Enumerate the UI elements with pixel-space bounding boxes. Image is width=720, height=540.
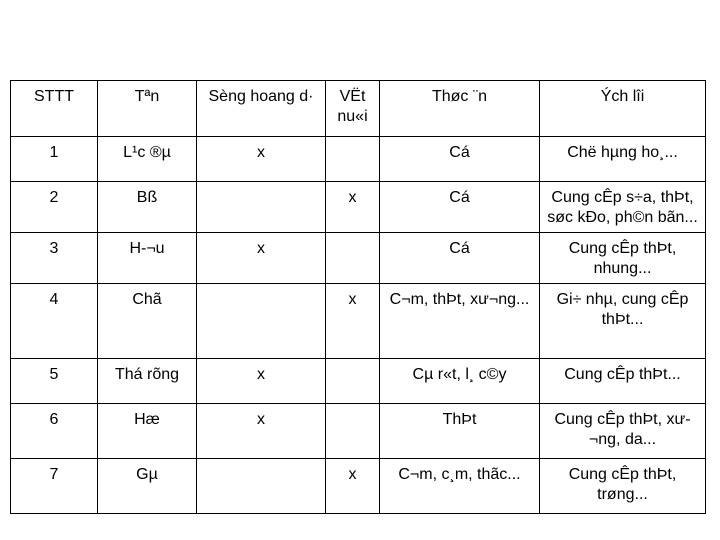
cell-benefit: Cung cÊp thÞt, xư-¬ng, da... xyxy=(540,404,706,459)
cell-benefit: Cung cÊp thÞt, trøng... xyxy=(540,459,706,514)
cell-stt: 2 xyxy=(11,182,98,233)
cell-domestic xyxy=(326,404,380,459)
table-row xyxy=(11,182,706,233)
cell-stt: 6 xyxy=(11,404,98,459)
cell-wild: x xyxy=(197,404,326,459)
cell-name: L¹c ®µ xyxy=(98,137,197,182)
cell-food: C¬m, thÞt, xư¬ng... xyxy=(380,284,540,359)
cell-stt: 7 xyxy=(11,459,98,514)
header-domestic: VËt nu«i xyxy=(326,81,380,137)
cell-food: Cá xyxy=(380,233,540,284)
cell-wild: x xyxy=(197,359,326,404)
cell-name: Gµ xyxy=(98,459,197,514)
cell-name: Thá rõng xyxy=(98,359,197,404)
cell-stt: 5 xyxy=(11,359,98,404)
header-food: Thøc ¨n xyxy=(380,81,540,137)
cell-food: Cá xyxy=(380,137,540,182)
cell-stt: 3 xyxy=(11,233,98,284)
cell-domestic: x xyxy=(326,182,380,233)
cell-stt: 4 xyxy=(11,284,98,359)
table-row xyxy=(11,233,706,284)
header-stt: STTT xyxy=(11,81,98,137)
cell-wild: x xyxy=(197,137,326,182)
header-wild: Sèng hoang d· xyxy=(197,81,326,137)
cell-stt: 1 xyxy=(11,137,98,182)
cell-wild xyxy=(197,182,326,233)
cell-benefit: Gi÷ nhµ, cung cÊp thÞt... xyxy=(540,284,706,359)
cell-benefit: Cung cÊp thÞt, nhung... xyxy=(540,233,706,284)
header-name: Tªn xyxy=(98,81,197,137)
cell-name: Chã xyxy=(98,284,197,359)
cell-wild xyxy=(197,459,326,514)
table-row xyxy=(11,137,706,182)
cell-name: Bß xyxy=(98,182,197,233)
cell-benefit: Chë hµng ho¸... xyxy=(540,137,706,182)
table-row xyxy=(11,359,706,404)
animal-table xyxy=(10,80,706,514)
cell-domestic: x xyxy=(326,459,380,514)
cell-food: C¬m, c¸m, thãc... xyxy=(380,459,540,514)
table-row xyxy=(11,404,706,459)
cell-benefit: Cung cÊp s÷a, thÞt, søc kÐo, ph©n bãn... xyxy=(540,182,706,233)
cell-wild xyxy=(197,284,326,359)
cell-domestic xyxy=(326,233,380,284)
cell-domestic xyxy=(326,137,380,182)
cell-benefit: Cung cÊp thÞt... xyxy=(540,359,706,404)
cell-name: Hæ xyxy=(98,404,197,459)
cell-domestic xyxy=(326,359,380,404)
header-benefit: Ých lîi xyxy=(540,81,706,137)
cell-food: Cµ r«t, l¸ c©y xyxy=(380,359,540,404)
cell-wild: x xyxy=(197,233,326,284)
cell-name: H-¬u xyxy=(98,233,197,284)
cell-food: ThÞt xyxy=(380,404,540,459)
header-row xyxy=(11,81,706,137)
cell-food: Cá xyxy=(380,182,540,233)
table-row xyxy=(11,459,706,514)
table-row xyxy=(11,284,706,359)
cell-domestic: x xyxy=(326,284,380,359)
